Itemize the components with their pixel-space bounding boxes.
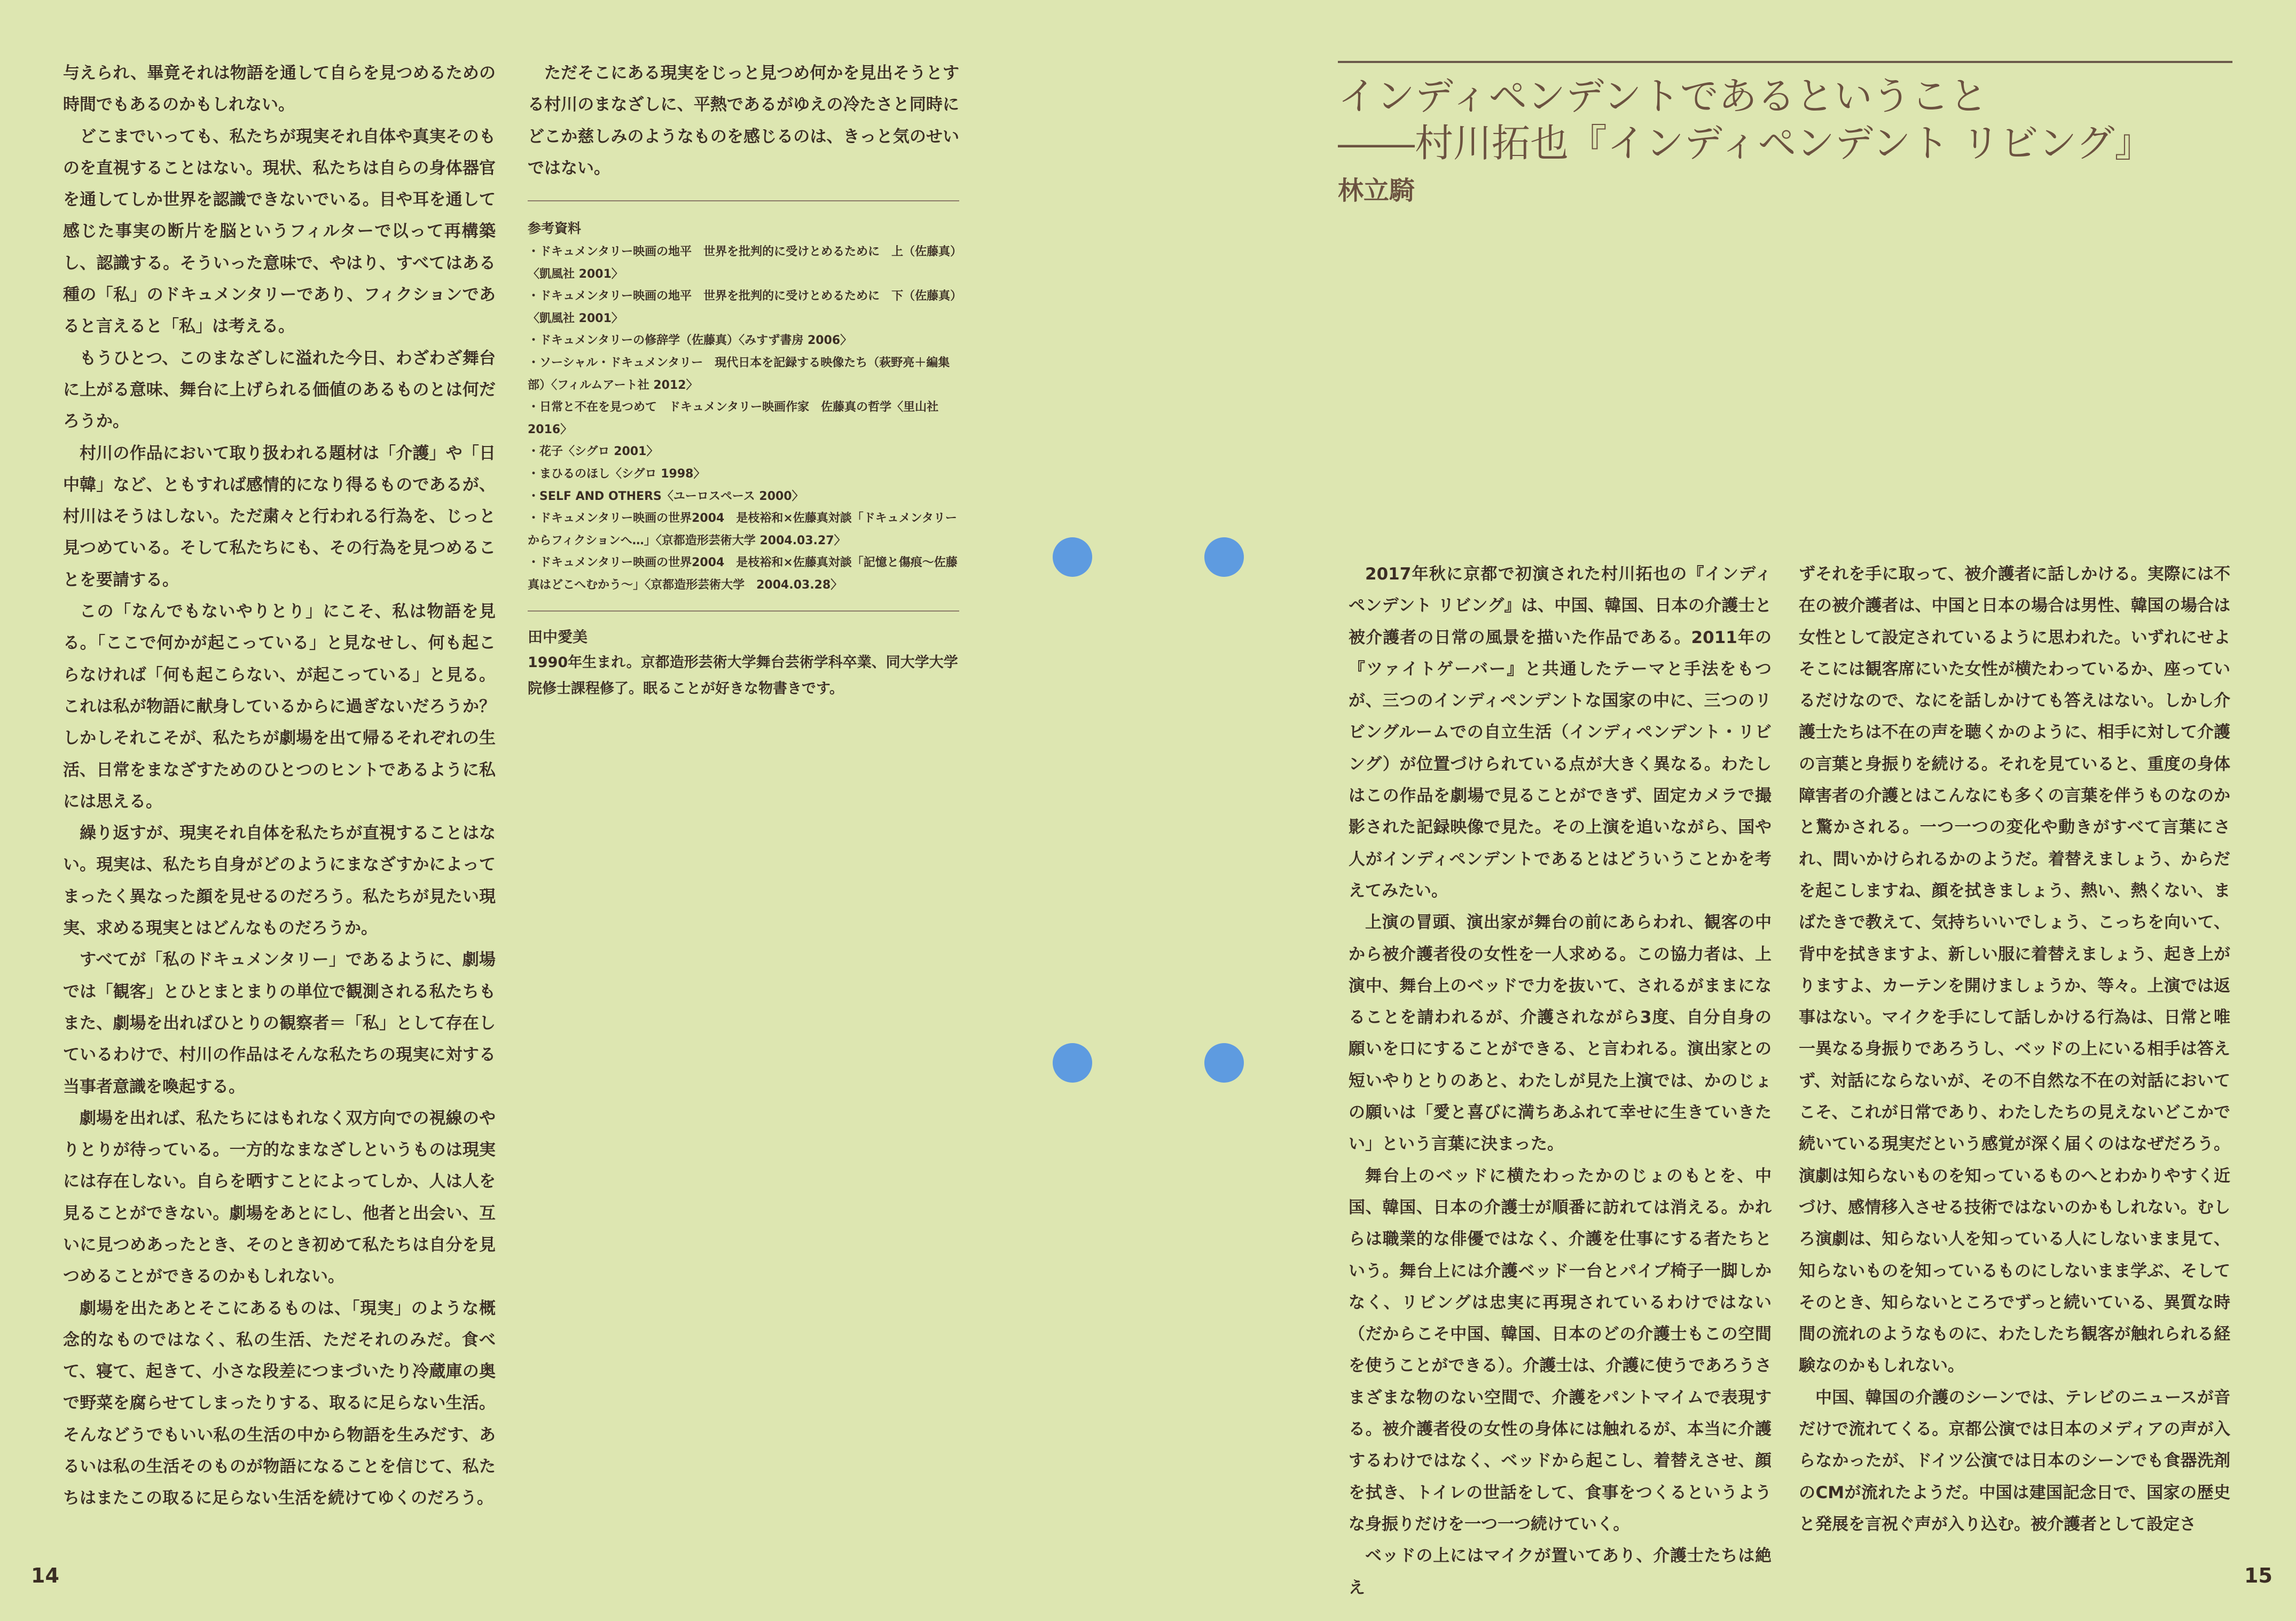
reference-item: ・ドキュメンタリー映画の世界2004 是枝裕和×佐藤真対談「ドキュメンタリーからフィクションへ…」〈京都造形芸術大学 2004.03.27〉 <box>528 512 957 547</box>
article-author: 林立騎 <box>1338 176 1415 206</box>
paragraph: どこまでいっても、私たちが現実それ自体や真実そのものを直視することはない。現状、私たちは自らの身体器官を通してしか世界を認識できないでいる。目や耳を通して感じた事実の断片を脳というフィルターで以って再構築し、認識する。そういった意味で、やはり、すべてはある種の「私」のドキュメンタリーであり、フィクションであると言えると「私」は考える。 <box>63 127 496 336</box>
paragraph: 村川の作品において取り扱われる題材は「介護」や「日中韓」など、ともすれば感情的になり得るものであるが、村川はそうはしない。ただ粛々と行われる行為を、じっと見つめている。そして私たちにも、その行為を見つめることを要請する。 <box>63 443 496 590</box>
decorative-dot <box>1204 1043 1244 1083</box>
bio-author-name: 田中愛美 <box>528 628 588 646</box>
page15-right-column <box>1799 559 2230 1540</box>
reference-item: ・ドキュメンタリー映画の世界2004 是枝裕和×佐藤真対談「記憶と傷痕〜佐藤真はどこへむかう〜」〈京都造形芸術大学 2004.03.28〉 <box>528 556 958 592</box>
paragraph: 与えられ、畢竟それは物語を通して自らを見つめるための時間でもあるのかもしれない。 <box>63 64 496 115</box>
paragraph: ずそれを手に取って、被介護者に話しかける。実際には不在の被介護者は、中国と日本の場合は男性、韓国の場合は女性として設定されているように思われた。いずれにせよそこには観客席にいた女性が横たわっているか、座っているだけなので、なにを話しかけても答えはない。しかし介護士たちは不在の声を聴くかのように、相手に対して介護の言葉と身振りを続ける。それを見ていると、重度の身体障害者の介護とはこんなにも多くの言葉を伴うものなのかと驚かされる。一つ一つの変化や動きがすべて言葉にされ、問いかけられるかのようだ。着替えましょう、からだを起こしますね、顔を拭きましょう、熱い、熱くない、まばたきで教えて、気持ちいいでしょう、こっちを向いて、背中を拭きますよ、新しい服に着替えましょう、起き上がりますよ、カーテンを開けましょうか、等々。上演では返事はない。マイクを手にして話しかける行為は、日常と唯一異なる身振りであろうし、ベッドの上にいる相手は答えず、対話にならないが、その不自然な不在の対話においてこそ、これが日常であり、わたしたちの見えないどこかで続いている現実だという感覚が深く届くのはなぜだろう。演劇は知らないものを知っているものへとわかりやすく近づけ、感情移入させる技術ではないのかもしれない。むしろ演劇は、知らない人を知っている人にしないまま見て、知らないものを知っているものにしないまま学ぶ、そしてそのとき、知らないところでずっと続いている、異質な時間の流れのようなものに、わたしたち観客が触れられる経験なのかもしれない。 <box>1799 565 2230 1376</box>
paragraph: この「なんでもないやりとり」にこそ、私は物語を見る。「ここで何かが起こっている」と見なせし、何も起こらなければ「何も起こらない、が起こっている」と見る。これは私が物語に献身しているからに過ぎないだろうか？ しかしそれこそが、私たちが劇場を出て帰るそれぞれの生活、日常をまなざすためのひとつのヒントであるように私には思える。 <box>63 602 512 811</box>
paragraph: 劇場を出たあとそこにあるものは、「現実」のような概念的なものではなく、私の生活、ただそれのみだ。食べて、寝て、起きて、小さな段差につまづいたり冷蔵庫の奥で野菜を腐らせてしまったりする、取るに足らない生活。そんなどうでもいい私の生活の中から物語を生みだす、あるいは私の生活そのものが物語になることを信じて、私たちはまたこの取るに足らない生活を続けてゆくのだろう。 <box>63 1298 496 1508</box>
paragraph: もうひとつ、このまなざしに溢れた今日、わざわざ舞台に上がる意味、舞台に上げられる価値のあるものとは何だろうか。 <box>63 348 496 432</box>
references-block <box>528 216 959 597</box>
paragraph: 2017年秋に京都で初演された村川拓也の『インディペンデント リビング』は、中国、韓国、日本の介護士と被介護者の日常の風景を描いた作品である。2011年の『ツァイトゲーバー』と共通したテーマと手法をもつが、三つのインディペンデントな国家の中に、三つのリビングルームでの自立生活（インディペンデント・リビング）が位置づけられている点が大きく異なる。わたしはこの作品を劇場で見ることができず、固定カメラで撮影された記録映像で見た。その上演を追いながら、国や人がインディペンデントであるとはどういうことかを考えてみたい。 <box>1349 565 1772 900</box>
references-list <box>528 241 959 597</box>
decorative-dot <box>1204 537 1244 577</box>
paragraph: 繰り返すが、現実それ自体を私たちが直視することはない。現実は、私たち自身がどのようにまなざすかによってまったく異なった顔を見せるのだろう。私たちが見たい現実、求める現実とはどんなものだろうか。 <box>63 824 496 938</box>
references-heading: 参考資料 <box>528 221 582 236</box>
paragraph: 中国、韓国の介護のシーンでは、テレビのニュースが音だけで流れてくる。京都公演では日本のメディアの声が入らなかったが、ドイツ公演では日本のシーンでも食器洗剤のCMが流れたようだ。中国は建国記念日で、国家の歴史と発展を言祝ぐ声が入り込む。被介護者として設定さ <box>1799 1388 2230 1534</box>
paragraph: 劇場を出れば、私たちにはもれなく双方向での視線のやりとりが待っている。一方的なまなざしというものは現実には存在しない。自らを晒すことによってしか、人は人を見ることができない。劇場をあとにし、他者と出会い、互いに見つめあったとき、そのとき初めて私たちは自分を見つめることができるのかもしれない。 <box>63 1108 496 1287</box>
page15-left-column <box>1349 559 1772 1604</box>
reference-item: ・ドキュメンタリーの修辞学（佐藤真）〈みすず書房 2006〉 <box>528 334 852 348</box>
title-line-1: インディペンデントであるということ <box>1338 74 1988 119</box>
title-line-2: ――村川拓也『インディペンデント リビング』 <box>1338 121 2153 166</box>
page-number-right: 15 <box>2244 1564 2273 1587</box>
page14-middle-column <box>528 58 959 184</box>
bio-text: 1990年生まれ。京都造形芸術大学舞台芸術学科卒業、同大学大学院修士課程修了。眠ることが好きな物書きです。 <box>528 654 958 697</box>
decorative-dot <box>1053 1043 1092 1083</box>
reference-item: ・ドキュメンタリー映画の地平 世界を批判的に受けとめるために 下（佐藤真）〈凱風社 2001〉 <box>528 289 957 325</box>
paragraph: すべてが「私のドキュメンタリー」であるように、劇場では「観客」とひとまとまりの単位で観測される私たちもまた、劇場を出ればひとりの観察者＝「私」として存在しているわけで、村川の作品はそんな私たちの現実に対する当事者意識を喚起する。 <box>63 950 496 1097</box>
divider <box>528 200 959 201</box>
reference-item: ・花子〈シグロ 2001〉 <box>528 445 659 459</box>
page14-left-column <box>63 58 512 1515</box>
reference-item: ・ドキュメンタリー映画の地平 世界を批判的に受けとめるために 上（佐藤真）〈凱風社 2001〉 <box>528 245 957 281</box>
reference-item: ・SELF AND OTHERS〈ユーロスペース 2000〉 <box>528 489 804 503</box>
paragraph: 上演の冒頭、演出家が舞台の前にあらわれ、観客の中から被介護者役の女性を一人求める。この協力者は、上演中、舞台上のベッドで力を抜いて、されるがままになることを請われるが、介護されながら3度、自分自身の願いを口にすることができる、と言われる。演出家との短いやりとりのあと、わたしが見た上演では、かのじょの願いは「愛と喜びに満ちあふれて幸せに生きていきたい」という言葉に決まった。 <box>1349 913 1772 1154</box>
paragraph: 舞台上のベッドに横たわったかのじょのもとを、中国、韓国、日本の介護士が順番に訪れては消える。かれらは職業的な俳優ではなく、介護を仕事にする者たちという。舞台上には介護ベッド一台とパイプ椅子一脚しかなく、リビングは忠実に再現されているわけではない（だからこそ中国、韓国、日本のどの介護士もこの空間を使うことができる）。介護士は、介護に使うであろうさまざまな物のない空間で、介護をパントマイムで表現する。被介護者役の女性の身体には触れるが、本当に介護するわけではなく、ベッドから起こし、着替えさせ、顔を拭き、トイレの世話をして、食事をつくるというような身振りだけを一つ一つ続けていく。 <box>1349 1166 1772 1534</box>
divider <box>528 610 959 612</box>
reference-item: ・ソーシャル・ドキュメンタリー 現代日本を記録する映像たち（萩野亮＋編集部）〈フィルムアート社 2012〉 <box>528 356 950 392</box>
page-number-left: 14 <box>31 1564 59 1587</box>
paragraph: ただそこにある現実をじっと見つめ何かを見出そうとする村川のまなざしに、平熱であるがゆえの冷たさと同時にどこか慈しみのようなものを感じるのは、きっと気のせいではない。 <box>528 64 959 178</box>
article-title <box>1338 73 2232 167</box>
author-bio-block <box>528 625 959 702</box>
reference-item: ・日常と不在を見つめて ドキュメンタリー映画作家 佐藤真の哲学〈里山社 2016〉 <box>528 401 939 436</box>
reference-item: ・まひるのほし〈シグロ 1998〉 <box>528 467 706 481</box>
title-rule <box>1338 61 2232 63</box>
decorative-dot <box>1053 537 1092 577</box>
paragraph: ベッドの上にはマイクが置いてあり、介護士たちは絶え <box>1349 1546 1772 1597</box>
